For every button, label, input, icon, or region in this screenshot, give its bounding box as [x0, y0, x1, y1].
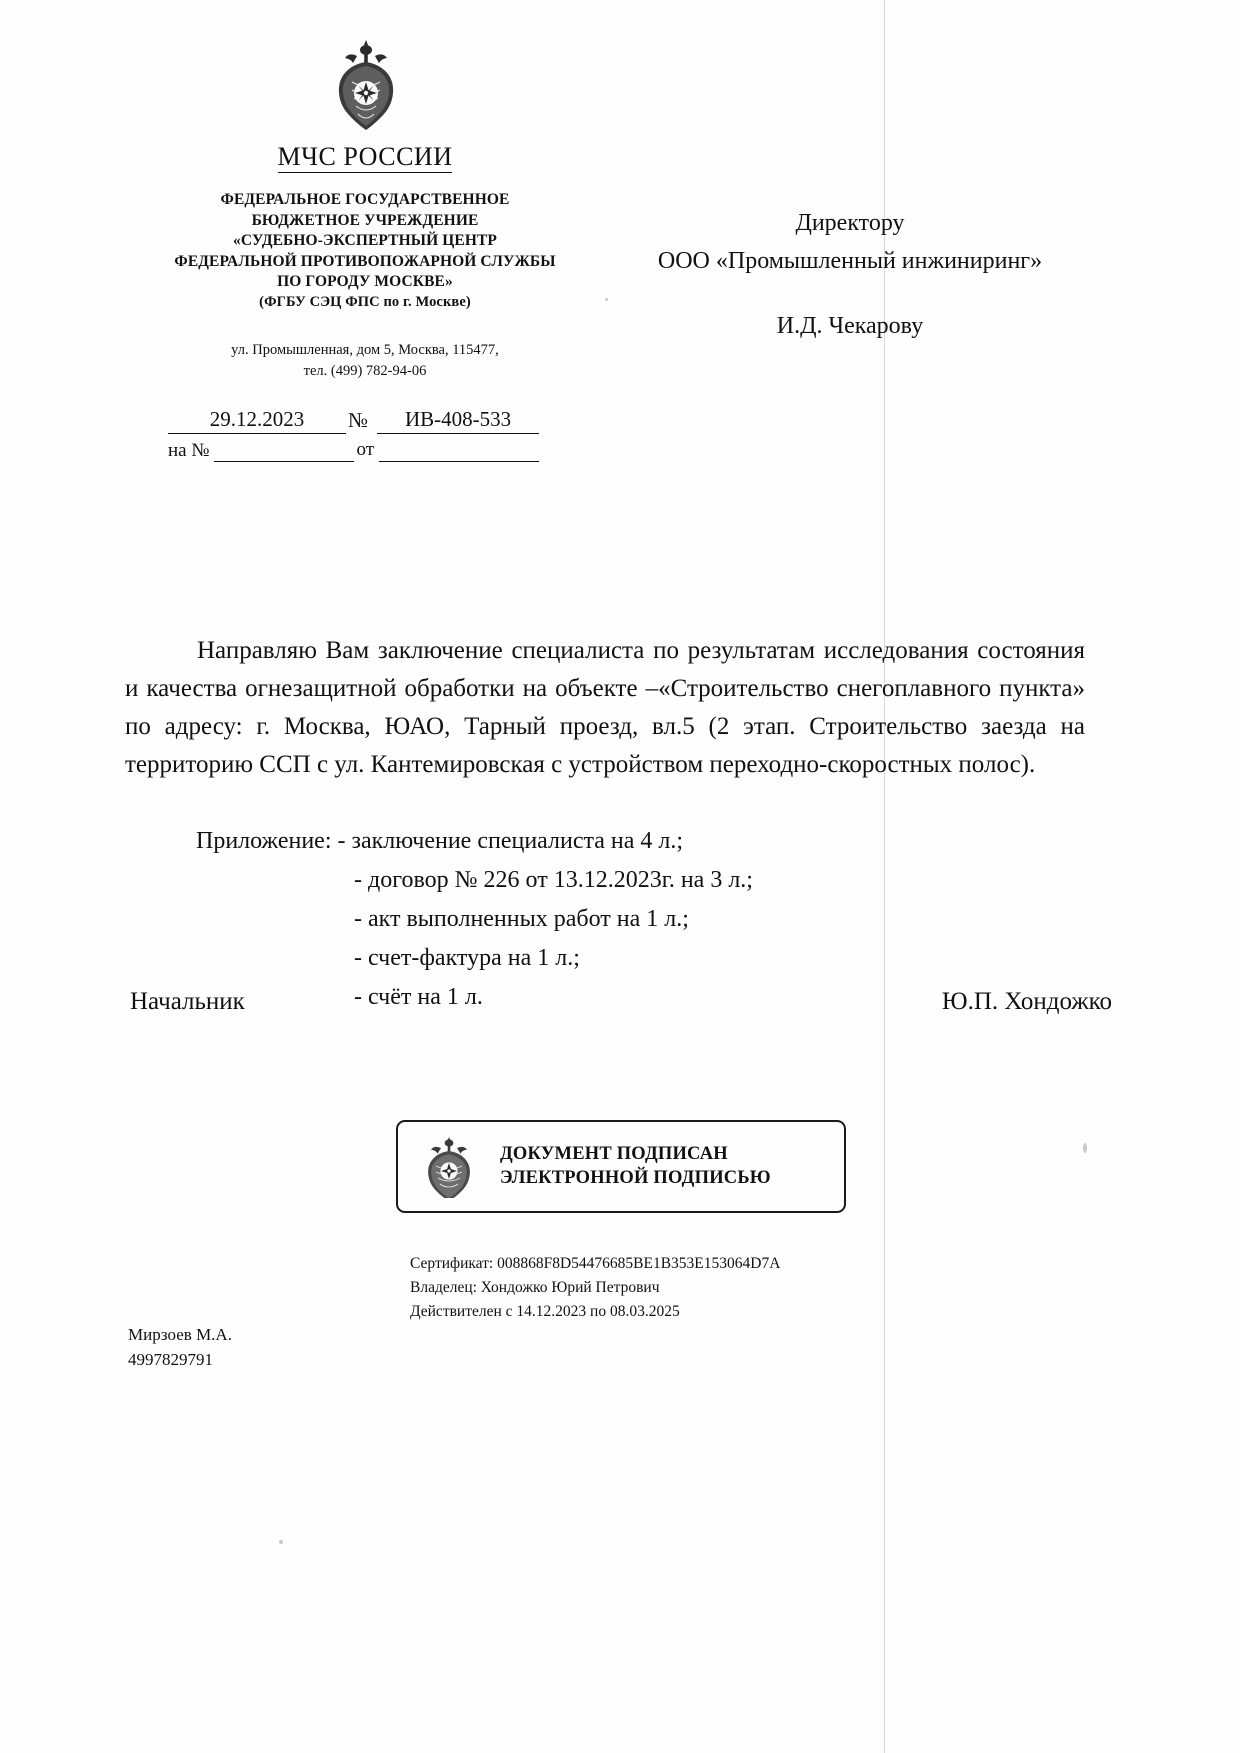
signatory-name: Ю.П. Хондожко — [941, 988, 1112, 1015]
incoming-number-field[interactable] — [214, 438, 354, 462]
incoming-reference-row — [168, 434, 558, 462]
number-label: № — [348, 408, 369, 432]
phone-line: тел. (499) 782-94-06 — [303, 363, 427, 380]
electronic-signature-details — [410, 1252, 780, 1325]
reference-block — [168, 404, 558, 462]
organization-full-name — [120, 190, 610, 312]
mchs-eagle-emblem-icon — [420, 1136, 478, 1198]
org-line: ФЕДЕРАЛЬНОЙ ПРОТИВОПОЖАРНОЙ СЛУЖБЫ — [174, 252, 556, 270]
address-line: ул. Промышленная, дом 5, Москва, 115477, — [231, 342, 499, 358]
organization-address — [140, 340, 590, 382]
document-number[interactable]: ИВ-408-533 — [377, 407, 539, 434]
scan-artifact — [279, 1540, 283, 1544]
addressee-organization: ООО «Промышленный инжиниринг» — [657, 248, 1043, 275]
executor-phone: 4997829791 — [128, 1349, 213, 1369]
certificate-number: Сертификат: 008868F8D54476685BE1B353E153064D7A — [410, 1255, 781, 1272]
attachments-list — [196, 822, 753, 1016]
mchs-eagle-emblem-icon — [330, 38, 402, 134]
certificate-owner: Владелец: Хондожко Юрий Петрович — [410, 1279, 660, 1297]
org-line: ФЕДЕРАЛЬНОЕ ГОСУДАРСТВЕННОЕ — [220, 191, 510, 208]
attachment-item: - счет-фактура на 1 л.; — [354, 944, 580, 971]
incoming-date-label: от — [356, 439, 375, 460]
addressee-block — [600, 204, 1100, 345]
incoming-date-field[interactable] — [379, 438, 539, 462]
attachment-item: - договор № 226 от 13.12.2023г. на 3 л.; — [354, 866, 753, 893]
org-line: БЮДЖЕТНОЕ УЧРЕЖДЕНИЕ — [251, 211, 479, 229]
electronic-signature-title — [500, 1143, 771, 1190]
attachment-item: - акт выполненных работ на 1 л.; — [354, 905, 689, 932]
ministry-name-text: МЧС РОССИИ — [277, 142, 453, 171]
es-title-line: ЭЛЕКТРОННОЙ ПОДПИСЬЮ — [500, 1167, 771, 1188]
attachments-label: Приложение: — [196, 828, 332, 854]
incoming-number-label: на № — [168, 440, 210, 461]
executor-block — [128, 1323, 232, 1372]
org-short-name: (ФГБУ СЭЦ ФПС по г. Москве) — [259, 294, 471, 311]
certificate-validity: Действителен с 14.12.2023 по 08.03.2025 — [410, 1303, 680, 1321]
addressee-role: Директору — [795, 210, 905, 236]
ministry-name — [130, 142, 600, 172]
executor-name: Мирзоев М.А. — [128, 1325, 232, 1344]
attachment-item: - заключение специалиста на 4 л.; — [337, 828, 684, 854]
document-date[interactable]: 29.12.2023 — [168, 407, 346, 434]
outgoing-reference-row — [168, 404, 558, 434]
addressee-person: И.Д. Чекарову — [776, 312, 924, 339]
attachments-rest — [354, 861, 753, 1017]
electronic-signature-stamp — [396, 1120, 846, 1213]
org-line: «СУДЕБНО-ЭКСПЕРТНЫЙ ЦЕНТР — [233, 232, 497, 250]
org-line: ПО ГОРОДУ МОСКВЕ» — [277, 273, 453, 291]
signatory-role: Начальник — [130, 988, 245, 1015]
attachment-item: - счёт на 1 л. — [354, 983, 483, 1010]
letter-body-paragraph: Направляю Вам заключение специалиста по результатам исследования состояния и качества огнезащитной обработки на объекте –«Строительство снегоплавного пункта» по адресу: г. Москва, ЮАО, Тарный проезд, вл.5 (2 этап. Строительство заезда на территорию ССП с ул. Кантемировская с устройством переходно-скоростных полос). — [125, 637, 1085, 778]
scan-artifact — [1083, 1143, 1087, 1153]
es-title-line: ДОКУМЕНТ ПОДПИСАН — [500, 1143, 728, 1164]
attachments-first-row — [196, 822, 753, 861]
